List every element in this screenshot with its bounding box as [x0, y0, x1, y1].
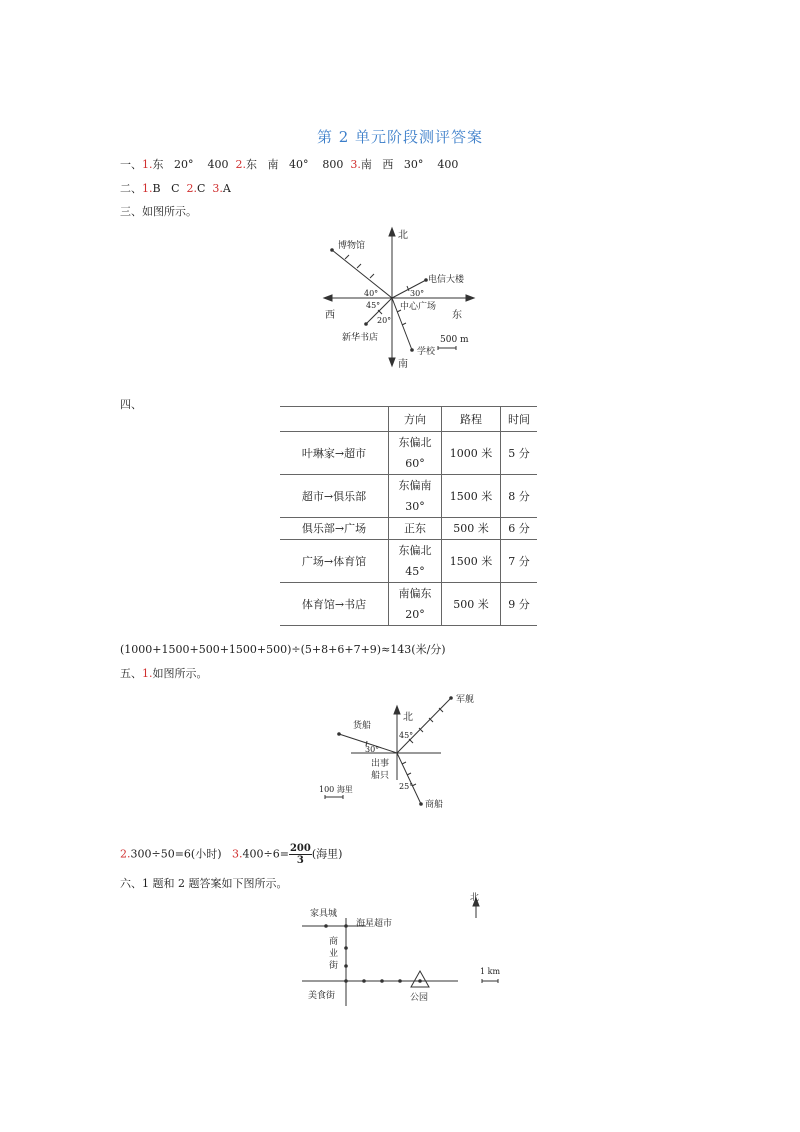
angle-museum: 40° [364, 289, 379, 298]
direction-cell: 东偏南 30° [389, 475, 442, 518]
distance-cell: 1000 米 [442, 432, 501, 475]
table-row [280, 432, 537, 475]
scale-label: 500 m [440, 335, 469, 345]
distance-cell: 1500 米 [442, 475, 501, 518]
north-label: 北 [403, 712, 413, 723]
scale-label: 100 海里 [319, 785, 353, 794]
north-label: 北 [398, 230, 408, 241]
route-cell: 超市→俱乐部 [280, 475, 389, 518]
table-row [280, 540, 537, 583]
time-cell: 6 分 [501, 518, 538, 540]
angle-telecom: 30° [410, 289, 425, 298]
speed-formula: (1000+1500+500+1500+500)÷(5+8+6+7+9)≈143(米/分) [120, 643, 446, 656]
east-label: 东 [452, 310, 462, 321]
park-icon [411, 971, 429, 987]
distance-cell: 500 米 [442, 583, 501, 626]
route-cell: 体育馆→书店 [280, 583, 389, 626]
time-cell: 7 分 [501, 540, 538, 583]
east-arrow-icon [466, 295, 474, 301]
angle-school: 20° [377, 316, 392, 325]
angle-25: 25° [399, 782, 414, 791]
commerce-label-3: 街 [329, 961, 339, 971]
seastar-label: 海星超市 [356, 919, 393, 929]
angle-bookstore: 45° [366, 301, 381, 310]
header-cell: 方向 [389, 407, 442, 432]
table-row [280, 583, 537, 626]
route-cell: 俱乐部→广场 [280, 518, 389, 540]
telecom-label: 电信大楼 [428, 275, 465, 285]
bookstore-label: 新华书店 [342, 333, 379, 343]
answer-section-4: 四、 [120, 398, 142, 411]
warship-line [397, 698, 451, 753]
direction-cell: 正东 [389, 518, 442, 540]
time-cell: 9 分 [501, 583, 538, 626]
answer-section-1: 一、1.东 20° 400 2.东 南 40° 800 3.南 西 30° 400 [120, 158, 459, 171]
time-cell: 5 分 [501, 432, 538, 475]
header-cell [280, 407, 389, 432]
museum-label: 博物馆 [338, 241, 366, 251]
page-title: 第 2 单元阶段测评答案 [316, 128, 484, 146]
header-cell: 时间 [501, 407, 538, 432]
distance-cell: 1500 米 [442, 540, 501, 583]
incident-label-1: 出事 [371, 759, 390, 769]
merchant-line [397, 753, 421, 804]
table-row [280, 518, 537, 540]
west-arrow-icon [324, 295, 332, 301]
food-street-label: 美食街 [308, 991, 336, 1001]
north-arrow-icon [394, 706, 400, 714]
furniture-label: 家具城 [310, 909, 338, 919]
angle-30: 30° [365, 745, 380, 754]
answer-section-6: 六、1 题和 2 题答案如下图所示。 [120, 877, 288, 890]
direction-cell: 东偏北 60° [389, 432, 442, 475]
time-cell: 8 分 [501, 475, 538, 518]
museum-line [332, 250, 392, 298]
direction-diagram-2 [315, 688, 485, 818]
answer-section-5b: 2.300÷50=6(小时) 3.400÷6= $\frac{200}{3}$ (海里) [120, 843, 343, 866]
table-row [280, 475, 537, 518]
header-cell: 路程 [442, 407, 501, 432]
west-label: 西 [325, 310, 335, 321]
school-label: 学校 [417, 347, 436, 357]
incident-label-2: 船只 [371, 771, 390, 781]
south-label: 南 [398, 359, 408, 370]
answer-section-5: 五、1.如图所示。 [120, 667, 208, 680]
north-label: 北 [470, 893, 480, 903]
table-header-row [280, 407, 537, 432]
warship-label: 军舰 [456, 695, 475, 705]
angle-45: 45° [399, 731, 414, 740]
route-cell: 广场→体育馆 [280, 540, 389, 583]
commerce-label-1: 商 [329, 937, 339, 947]
direction-cell: 东偏北 45° [389, 540, 442, 583]
direction-cell: 南偏东 20° [389, 583, 442, 626]
cargo-label: 货船 [353, 721, 372, 731]
route-cell: 叶琳家→超市 [280, 432, 389, 475]
answer-section-3: 三、如图所示。 [120, 205, 197, 218]
direction-diagram-1 [320, 222, 490, 372]
street-map-diagram [296, 888, 516, 1013]
route-table [280, 406, 537, 626]
south-arrow-icon [389, 358, 395, 366]
center-label: 中心广场 [400, 302, 437, 312]
answer-section-2: 二、1.B C 2.C 3.A [120, 182, 231, 195]
north-arrow-icon [389, 228, 395, 236]
fraction: $\frac{200}{3}$ [289, 843, 311, 866]
distance-cell: 500 米 [442, 518, 501, 540]
scale-label: 1 km [480, 967, 501, 976]
commerce-label-2: 业 [329, 949, 339, 959]
park-label: 公园 [410, 993, 429, 1003]
merchant-label: 商船 [425, 800, 444, 810]
